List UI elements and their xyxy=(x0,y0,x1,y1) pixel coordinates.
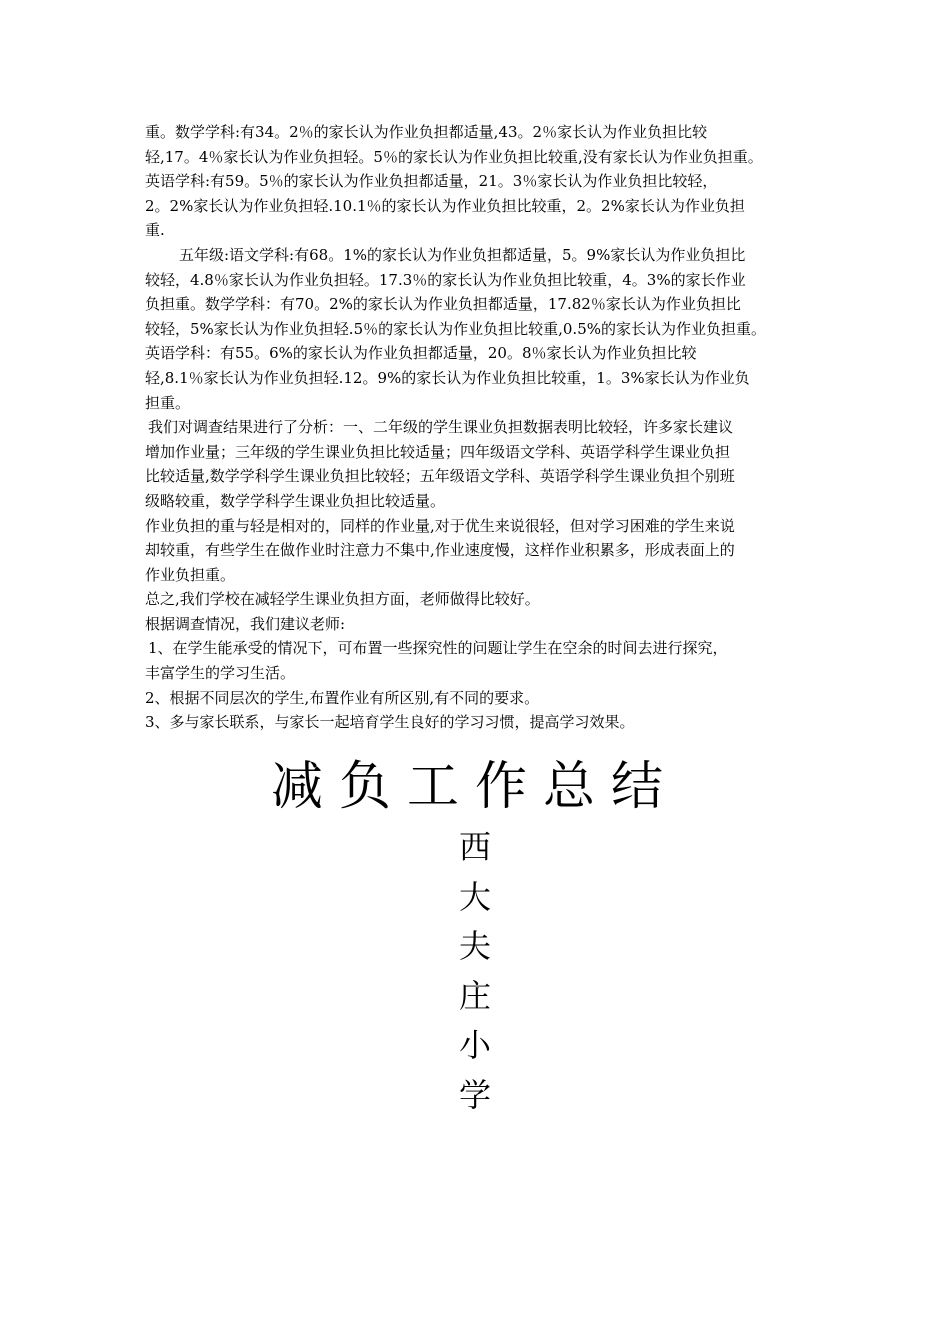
body-line: 作业负担的重与轻是相对的，同样的作业量,对于优生来说很轻，但对学习困难的学生来说 xyxy=(145,516,735,535)
body-line: 比较适量,数学学科学生课业负担比较轻；五年级语文学科、英语学科学生课业负担个别班 xyxy=(145,467,735,486)
body-line: 却较重，有些学生在做作业时注意力不集中,作业速度慢，这样作业积累多，形成表面上的 xyxy=(145,541,735,560)
body-line: 重。数学学科:有34。2％的家长认为作业负担都适量,43。2％家长认为作业负担比较 xyxy=(145,123,708,141)
body-line: 较轻，4.8％家长认为作业负担轻。17.3％的家长认为作业负担比较重，4。3%的家长作业 xyxy=(145,270,746,289)
body-line: 增加作业量；三年级的学生课业负担比较适量；四年级语文学科、英语学科学生课业负担 xyxy=(145,442,731,461)
body-line: 负担重。数学学科：有70。2%的家长认为作业负担都适量，17.82％家长认为作业负担比 xyxy=(145,295,741,314)
body-line: 重. xyxy=(145,221,165,240)
school-name-char: 夫 xyxy=(458,927,491,965)
body-line: 丰富学生的学习生活。 xyxy=(145,664,296,683)
body-line: 作业负担重。 xyxy=(145,565,236,584)
body-line: 2。2%家长认为作业负担轻.10.1％的家长认为作业负担比较重，2。2%家长认为作业负担 xyxy=(145,196,745,215)
school-name-char: 小 xyxy=(458,1026,491,1064)
document-title: 减负工作总结 xyxy=(270,757,679,817)
document-body xyxy=(145,120,825,735)
body-line: 英语学科：有55。6%的家长认为作业负担都适量，20。8％家长认为作业负担比较 xyxy=(145,344,697,363)
body-line: 级略较重，数学学科学生课业负担比较适量。 xyxy=(145,491,446,510)
body-line: 担重。 xyxy=(145,393,191,412)
body-line: 我们对调查结果进行了分析：一、二年级的学生课业负担数据表明比较轻，许多家长建议 xyxy=(148,418,734,437)
body-line: 英语学科:有59。5％的家长认为作业负担都适量，21。3％家长认为作业负担比较轻， xyxy=(145,172,718,191)
school-name xyxy=(0,823,950,1120)
body-line: 3、多与家长联系，与家长一起培育学生良好的学习习惯，提高学习效果。 xyxy=(145,713,635,732)
body-line: 较轻，5%家长认为作业负担轻.5％的家长认为作业负担比较重,0.5%的家长认为作业负担重。 xyxy=(145,319,766,338)
body-line: 1、在学生能承受的情况下，可布置一些探究性的问题让学生在空余的时间去进行探究， xyxy=(148,639,728,658)
body-line: 2、根据不同层次的学生,布置作业有所区别,有不同的要求。 xyxy=(145,688,540,707)
body-line: 轻,17。4％家长认为作业负担轻。5％的家长认为作业负担比较重,没有家长认为作业负担重。 xyxy=(145,147,763,166)
body-line: 五年级:语文学科:有68。1%的家长认为作业负担都适量，5。9%家长认为作业负担比 xyxy=(179,245,746,264)
body-line: 总之,我们学校在减轻学生课业负担方面，老师做得比较好。 xyxy=(145,590,540,609)
school-name-char: 庄 xyxy=(458,976,491,1015)
school-name-char: 大 xyxy=(458,877,491,916)
body-line: 轻,8.1％家长认为作业负担轻.12。9%的家长认为作业负担比较重，1。3%家长认为作业负 xyxy=(145,368,750,387)
school-name-char: 学 xyxy=(458,1075,491,1114)
school-name-char: 西 xyxy=(458,828,491,866)
body-line: 根据调查情况，我们建议老师: xyxy=(145,614,346,633)
